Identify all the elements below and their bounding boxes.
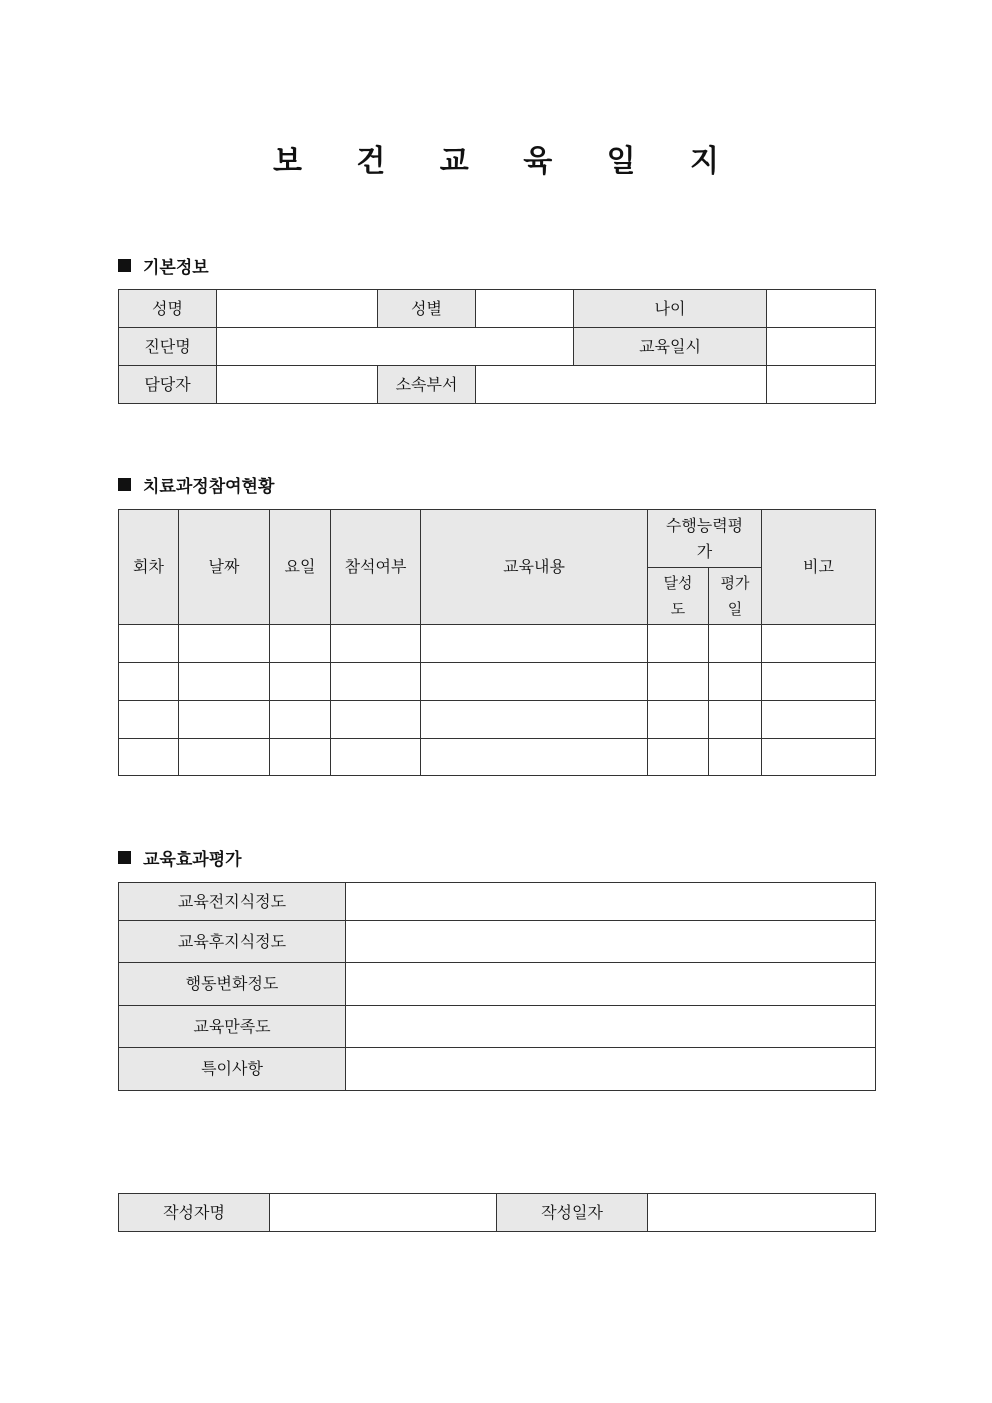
weekday-cell[interactable] [270,625,331,663]
name-label: 성명 [119,290,217,328]
effect-label: 특이사항 [119,1048,346,1091]
date-field[interactable] [648,1194,876,1232]
header-content: 교육내용 [421,510,648,625]
manager-label: 담당자 [119,366,217,404]
header-session: 회차 [119,510,179,625]
weekday-cell[interactable] [270,663,331,701]
manager-field[interactable] [217,366,378,404]
table-row [119,739,876,776]
extra-field[interactable] [767,366,876,404]
edu-datetime-field[interactable] [767,328,876,366]
header-performance-line2: 가 [696,541,713,561]
achievement-cell[interactable] [648,625,709,663]
effect-value[interactable] [346,883,876,921]
eval-day-cell[interactable] [709,701,762,739]
square-bullet-icon [118,259,131,272]
name-field[interactable] [217,290,378,328]
square-bullet-icon [118,851,131,864]
table-row [119,663,876,701]
signature-table [118,1193,876,1232]
participation-table [118,509,876,776]
attendance-cell[interactable] [331,663,421,701]
header-date: 날짜 [179,510,270,625]
content-cell[interactable] [421,625,648,663]
achievement-cell[interactable] [648,739,709,776]
attendance-cell[interactable] [331,739,421,776]
header-weekday: 요일 [270,510,331,625]
gender-field[interactable] [476,290,574,328]
weekday-cell[interactable] [270,739,331,776]
remarks-cell[interactable] [762,663,876,701]
section-title: 치료과정참여현황 [143,477,275,497]
section-title: 기본정보 [143,258,209,278]
age-field[interactable] [767,290,876,328]
effect-value[interactable] [346,1048,876,1091]
square-bullet-icon [118,478,131,491]
effect-label: 교육후지식정도 [119,921,346,963]
achievement-cell[interactable] [648,663,709,701]
date-cell[interactable] [179,663,270,701]
table-row [119,625,876,663]
header-attendance: 참석여부 [331,510,421,625]
session-cell[interactable] [119,701,179,739]
attendance-cell[interactable] [331,625,421,663]
writer-field[interactable] [270,1194,497,1232]
header-eval-day [709,568,762,625]
content-cell[interactable] [421,663,648,701]
section-title: 교육효과평가 [143,850,242,870]
header-achievement-line2: 도 [670,600,686,618]
section-heading-basic [118,253,209,278]
session-cell[interactable] [119,739,179,776]
effect-label: 교육만족도 [119,1006,346,1048]
session-cell[interactable] [119,625,179,663]
header-remarks: 비고 [762,510,876,625]
header-eval-day-line1: 평가 [720,574,750,592]
date-cell[interactable] [179,701,270,739]
document-title: 보 건 교 육 일 지 [272,144,742,179]
achievement-cell[interactable] [648,701,709,739]
remarks-cell[interactable] [762,739,876,776]
session-cell[interactable] [119,663,179,701]
diagnosis-field[interactable] [217,328,574,366]
effect-label: 행동변화정도 [119,963,346,1006]
eval-day-cell[interactable] [709,663,762,701]
section-heading-participation [118,472,274,497]
section-heading-effect [118,845,242,870]
table-row [119,701,876,739]
effect-value[interactable] [346,963,876,1006]
eval-day-cell[interactable] [709,739,762,776]
header-performance-line1: 수행능력평 [665,515,744,535]
content-cell[interactable] [421,739,648,776]
effect-label: 교육전지식정도 [119,883,346,921]
edu-datetime-label: 교육일시 [574,328,767,366]
writer-label: 작성자명 [119,1194,270,1232]
weekday-cell[interactable] [270,701,331,739]
effect-value[interactable] [346,1006,876,1048]
diagnosis-label: 진단명 [119,328,217,366]
department-field[interactable] [476,366,767,404]
gender-label: 성별 [378,290,476,328]
date-cell[interactable] [179,739,270,776]
header-eval-day-line2: 일 [727,600,743,618]
effect-value[interactable] [346,921,876,963]
header-achievement [648,568,709,625]
date-cell[interactable] [179,625,270,663]
eval-day-cell[interactable] [709,625,762,663]
department-label: 소속부서 [378,366,476,404]
date-label: 작성일자 [497,1194,648,1232]
attendance-cell[interactable] [331,701,421,739]
content-cell[interactable] [421,701,648,739]
remarks-cell[interactable] [762,701,876,739]
remarks-cell[interactable] [762,625,876,663]
effect-table [118,882,876,1091]
header-achievement-line1: 달성 [663,574,693,592]
age-label: 나이 [574,290,767,328]
basic-info-table [118,289,876,404]
header-performance [648,510,762,568]
